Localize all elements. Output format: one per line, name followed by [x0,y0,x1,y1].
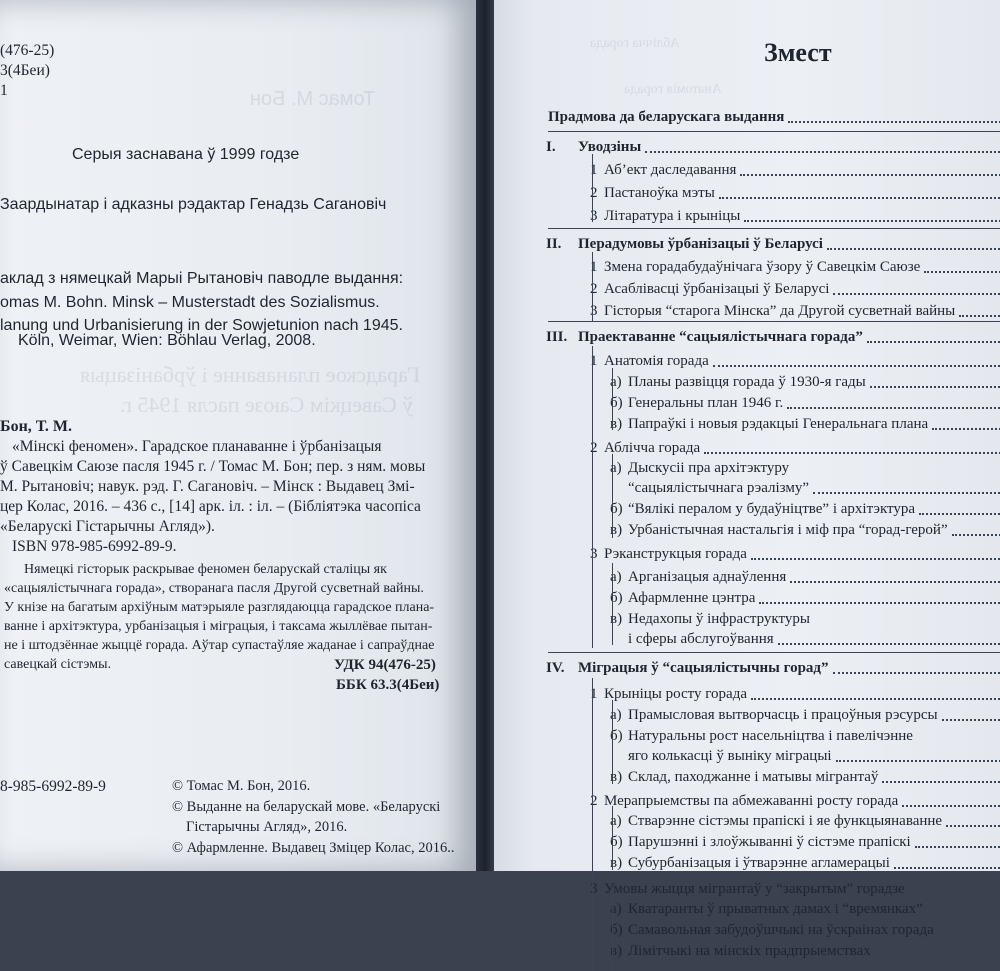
annotation-line: не і штодзённае жыццё горада. Аўтар супастаўляе жаданае і сапраўднае [4,638,435,653]
copyright-line: © Томас М. Бон, 2016. [172,778,311,794]
toc-number: в) [610,855,623,871]
toc-leader-dots [875,955,1000,957]
toc-chapter [548,106,1000,126]
toc-text: Урбаністычная настальгія і міф пра “горад-герой” [628,522,948,538]
toc-number: 1 [590,162,598,178]
toc-text: і сферы абслугоўвання [628,631,774,647]
toc-leader-dots [836,760,1000,762]
toc-text: Лімітчыкі на мінскіх прадпрыемствах [628,943,871,959]
toc-leader-dots [751,558,1000,560]
toc-leader-dots [946,825,1000,827]
toc-entry [548,940,1000,960]
toc-text: Генеральны план 1946 г. [628,395,784,411]
toc-number: 2 [590,440,598,456]
toc-text: Папраўкі і новыя рэдакцыі Генеральнага плана [628,416,929,432]
toc-leader-dots [719,197,1000,199]
toc-number: 1 [590,259,598,275]
isbn-line: ISBN 978-985-6992-89-9. [12,538,177,555]
toc-text: Аблічча горада [604,440,701,456]
toc-leader-dots [882,781,1000,783]
toc-text: Арганізацыя аднаўлення [628,569,787,585]
biblio-line: «Мінскі феномен». Гарадское планаванне і ўрбанізацыя [12,438,382,455]
chapter-divider [548,652,1000,653]
toc-number: IV. [546,660,565,676]
code-fragment: 1 [0,82,8,99]
toc-text: Планы развіцця горада ў 1930-я гады [628,374,866,390]
toc-entry [548,683,1000,703]
toc-number: б) [610,501,623,517]
toc-number: 3 [590,881,598,897]
source-publisher-line: Köln, Weimar, Wien: Böhlau Verlag, 2008. [18,332,316,349]
toc-text: Умовы жыцця мігрантаў у “закрытым” горадзе [604,881,905,897]
udk-fragment: (476-25) [0,42,55,59]
bbk-fragment: 3(4Беи) [0,62,50,79]
toc-text: Склад, паходжанне і матывы мігрантаў [628,769,879,785]
toc-text: Праектаванне “сацыялістычнага горада” [578,329,863,345]
toc-leader-dots [751,698,1000,700]
toc-entry [548,371,1000,391]
toc-leader-dots [932,428,1000,430]
toc-entry [548,790,1000,810]
toc-entry [548,437,1000,457]
toc-text: Пастаноўка мэты [604,185,715,201]
toc-text: Уводзіны [578,139,642,155]
toc-number: б) [610,834,623,850]
toc-entry [548,810,1000,830]
bleed-through-text: Аблічча горада [590,36,680,51]
toc-leader-dots [813,492,1000,494]
toc-text: Натуральны рост насельніцтва і павелічэнне [628,728,913,744]
toc-text: Літаратура і крыніцы [604,208,741,224]
toc-leader-dots [833,672,1000,674]
toc-number: а) [610,569,622,585]
source-title-line: omas M. Bohn. Minsk – Musterstadt des Sozialismus. [0,294,380,311]
toc-leader-dots [790,581,1000,583]
bbk-code: ББК 63.3(4Беи) [336,677,440,693]
toc-entry [548,919,1000,939]
toc-leader-dots [902,805,1000,807]
toc-leader-dots [952,534,1000,536]
toc-entry [548,300,1000,320]
copyright-line: Гістарычны Агляд», 2016. [186,819,348,835]
toc-leader-dots [759,602,1000,604]
annotation-line: Нямецкі гісторык раскрывае феномен беларускай сталіцы як [24,562,387,577]
section-bracket [612,700,613,784]
toc-text: Дыскусіі пра архітэктуру [628,460,790,476]
toc-text: Самавольная забудоўшчыкі на ўскраінах горада [628,922,934,938]
toc-chapter [548,233,1000,253]
toc-number: 3 [590,208,598,224]
toc-leader-dots [924,271,1000,273]
toc-entry [548,628,1000,648]
toc-leader-dots [870,386,1000,388]
toc-chapter [548,657,1000,677]
toc-leader-dots [909,893,1000,895]
toc-text: яго колькасці ў выніку міграцыі [628,748,832,764]
toc-text: Прамысловая вытворчасць і працоўныя рэсурсы [628,707,938,723]
section-bracket [592,346,593,648]
coordinator-line: Заардынатар і адказны рэдактар Генадзь Сагановіч [0,196,387,213]
toc-text: Прадмова да беларускага выдання [548,109,785,125]
translation-intro: аклад з нямецкай Марыі Рытановіч паводле выдання: [0,270,404,287]
left-page [0,0,476,871]
toc-number: III. [546,329,568,345]
toc-leader-dots [787,407,1000,409]
biblio-line: ў Савецкім Саюзе пасля 1945 г. / Томас М. Бон; пер. з ням. мовы [0,458,426,475]
toc-text: “Вялікі пералом у будаўніцтве” і архітэктура [628,501,916,517]
bleed-through-text: Гарадское планаванне і ўрбанізацыя [80,362,421,387]
toc-number: в) [610,943,623,959]
toc-title: Змест [764,38,832,67]
isbn-short: 8-985-6992-89-9 [0,778,106,795]
toc-number: а) [610,707,622,723]
biblio-line: цер Колас, 2016. – 436 с., [14] арк. іл. : іл. – (Бібліятэка часопіса [0,498,421,515]
toc-text: Субурбанізацыя і ўтварэнне агламерацыі [628,855,890,871]
udk-code: УДК 94(476-25) [334,657,436,673]
toc-leader-dots [894,867,1000,869]
toc-entry [548,498,1000,518]
toc-leader-dots [645,151,1000,153]
toc-leader-dots [778,643,1000,645]
toc-text: Рэканструкцыя горада [604,546,747,562]
section-bracket [592,154,593,222]
toc-text: Перадумовы ўрбанізацыі ў Беларусі [578,236,823,252]
toc-entry [548,392,1000,412]
toc-leader-dots [915,846,1000,848]
toc-leader-dots [740,174,1000,176]
toc-text: Аб’ект даследавання [604,162,737,178]
toc-leader-dots [827,248,1000,250]
toc-number: а) [610,374,622,390]
toc-text: Кватаранты ў прыватных дамах і “времянках” [628,901,923,917]
toc-text: “сацыялістычнага рэалізму” [628,480,810,496]
toc-entry [548,898,1000,918]
toc-text: Асаблівасці ўрбанізацыі ў Беларусі [604,281,830,297]
toc-leader-dots [704,452,1000,454]
toc-text: Анатомія горада [604,353,709,369]
copyright-line: © Выданне на беларускай мове. «Беларускі [172,799,441,815]
series-note: Серыя заснавана ў 1999 годзе [72,146,300,163]
section-bracket [612,806,613,870]
toc-leader-dots [713,365,1000,367]
toc-text: Крыніцы росту горада [604,686,747,702]
section-bracket [612,563,613,645]
toc-leader-dots [959,315,1000,317]
toc-number: 1 [590,353,598,369]
toc-entry [548,704,1000,724]
toc-number: 1 [590,686,598,702]
toc-number: б) [610,728,623,744]
toc-entry [548,159,1000,179]
annotation-line: У кнізе на багатым архіўным матэрыяле разглядаюцца гарадское плана- [4,600,435,615]
toc-number: б) [610,590,623,606]
toc-entry [548,566,1000,586]
bleed-through-text: Томас М. Бон [250,88,376,110]
toc-leader-dots [938,934,1000,936]
section-bracket [612,895,613,971]
toc-chapter [548,136,1000,156]
toc-text: Змена горадабудаўнічага ўзору ў Савецкім Саюзе [604,259,921,275]
toc-number: 3 [590,546,598,562]
toc-number: в) [610,769,623,785]
toc-entry [548,457,1000,477]
toc-leader-dots [788,121,1000,123]
section-bracket [592,678,593,971]
section-bracket [612,368,613,430]
chapter-divider [548,321,1000,322]
toc-text: Парушэнні і злоўжыванні ў сістэме прапіскі [628,834,911,850]
toc-number: в) [610,611,623,627]
biblio-line: М. Рытановіч; навук. рэд. Г. Сагановіч. – Мінск : Выдавец Змі- [0,478,415,495]
section-bracket [612,454,613,538]
bleed-through-text: Анатомія горада [624,82,722,97]
toc-number: в) [610,522,623,538]
toc-leader-dots [927,913,1000,915]
toc-entry [548,831,1000,851]
toc-entry [548,256,1000,276]
toc-entry [548,413,1000,433]
toc-number: а) [610,460,622,476]
section-bracket [592,252,593,322]
toc-number: 2 [590,793,598,809]
annotation-line: «сацыялістычнага горада», створанага пасля Другой сусветнай вайны. [4,581,424,596]
toc-entry [548,725,1000,745]
toc-entry [548,205,1000,225]
toc-entry [548,608,1000,628]
annotation-line: ванне і архітэктура, урбанізацыя і міграцыя, і таксама жыллёвае пытан- [4,619,433,634]
book-gutter [476,0,494,871]
toc-entry [548,745,1000,765]
toc-leader-dots [942,719,1000,721]
toc-number: 2 [590,185,598,201]
chapter-divider [548,228,1000,229]
toc-entry [548,519,1000,539]
toc-text: Гісторыя “старога Мінска” да Другой сусветнай вайны [604,303,956,319]
bleed-through-text: ў Савецкім Саюзе пасля 1945 г. [120,392,414,417]
toc-number: б) [610,395,623,411]
toc-leader-dots [919,513,1000,515]
annotation-line: савецкай сістэмы. [4,657,112,672]
toc-entry [548,182,1000,202]
toc-number: 3 [590,303,598,319]
toc-entry [548,852,1000,872]
toc-text: Афармленне цэнтра [628,590,756,606]
toc-number: в) [610,416,623,432]
toc-entry [548,543,1000,563]
chapter-divider [548,131,1000,132]
biblio-line: «Беларускі Гістарычны Агляд»). [0,518,215,535]
toc-entry [548,587,1000,607]
toc-text: Міграцыя ў “сацыялістычны горад” [578,660,829,676]
toc-leader-dots [833,293,1000,295]
toc-leader-dots [744,220,1000,222]
toc-number: 2 [590,281,598,297]
toc-entry [548,477,1000,497]
toc-entry [548,278,1000,298]
toc-chapter [548,326,1000,346]
toc-number: I. [546,139,556,155]
source-title-line: lanung und Urbanisierung in der Sowjetunion nach 1945. [0,317,403,334]
author-heading: Бон, Т. М. [0,418,72,435]
toc-number: II. [546,236,562,252]
toc-leader-dots [867,341,1000,343]
toc-text: Мерапрыемствы па абмежаванні росту горада [604,793,899,809]
toc-text: Стварэнне сістэмы прапіскі і яе функцыянаванне [628,813,943,829]
toc-number: б) [610,922,623,938]
copyright-line: © Афармленне. Выдавец Зміцер Колас, 2016.. [172,840,455,856]
toc-number: а) [610,901,622,917]
toc-entry [548,766,1000,786]
toc-number: а) [610,813,622,829]
toc-text: Недахопы ў інфраструктуры [628,611,810,627]
toc-entry [548,878,1000,898]
toc-entry [548,350,1000,370]
